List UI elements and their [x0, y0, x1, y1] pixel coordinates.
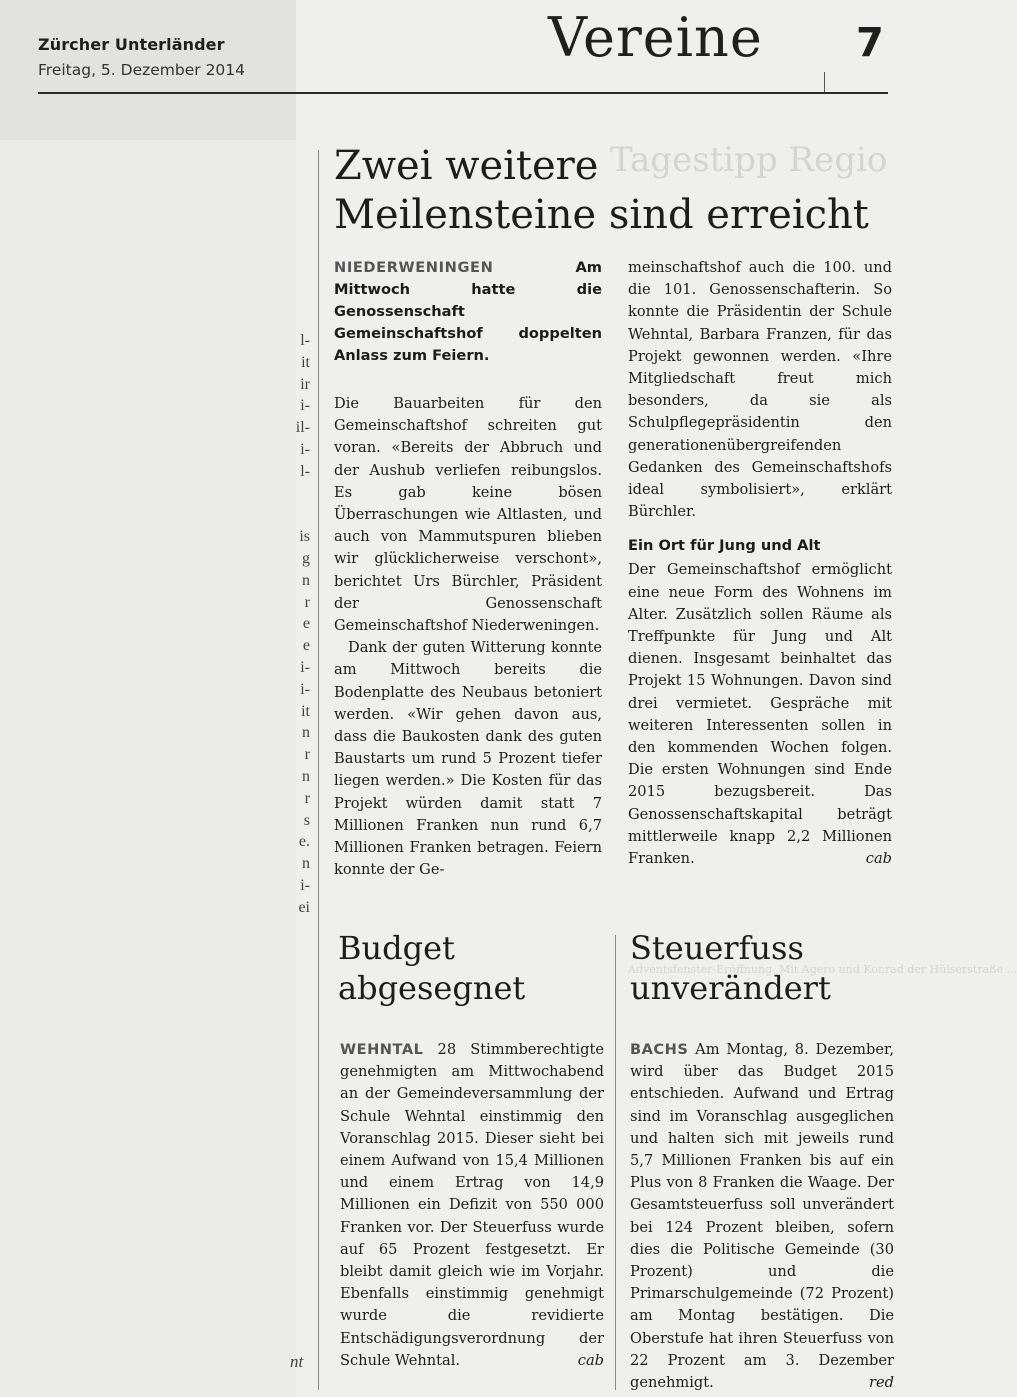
- main-lead: [334, 257, 602, 367]
- budget-headline: [338, 928, 608, 1008]
- publication-name: Zürcher Unterländer: [38, 35, 225, 54]
- budget-text: 28 Stimmberechtigte genehmigten am Mittwochabend an der Gemeindeversammlung der Schule Wehntal einstimmig den Voranschlag 2015. Dieser sieht bei einem Aufwand von 15,4 Millionen und einem Ertrag von 14,9 Millionen ein Defizit von 550 000 Franken vor. Der Steuerfuss wurde auf 65 Prozent festgesetzt. Er bleibt damit gleich wie im Vorjahr. Ebenfalls einstimmig genehmigt wurde die revidierte Entschädigungsverordnung der Schule Wehntal.: [340, 1041, 604, 1369]
- budget-kicker: WEHNTAL: [340, 1041, 424, 1058]
- section-title: Vereine: [548, 6, 763, 69]
- ghost-text-caption: Adventsfenster-Eröffnung. Mit Agero und Konrad der Hülserstraße ...: [628, 963, 1017, 976]
- budget-headline-line-2: abgesegnet: [338, 969, 526, 1007]
- main-paragraph-2-part-1: Dank der guten Witterung konnte am Mittwoch bereits die Bodenplatte des Neubaus betoniert werden. «Wir gehen davon aus, dass die Baukosten dank des guten Baustarts um rund 5 Prozent tiefer liegen werden.» Die Kosten für das Projekt würden damit statt 7 Millionen Franken nun rund 6,7 Millionen Franken betragen. Feiern konnte der Ge-: [334, 639, 602, 879]
- issue-date: Freitag, 5. Dezember 2014: [38, 61, 246, 79]
- page-number: 7: [856, 20, 884, 66]
- main-subhead: Ein Ort für Jung und Alt: [628, 537, 821, 555]
- column-rule-left: [318, 150, 319, 1390]
- scan-left-margin: [0, 0, 296, 1397]
- main-headline-line-1: Zwei weitere: [334, 143, 599, 189]
- steuer-article-body: [630, 1039, 894, 1394]
- masthead-rule: [38, 92, 888, 94]
- main-article-column-1: [334, 257, 602, 879]
- steuer-kicker: BACHS: [630, 1041, 689, 1058]
- main-lead-text: Am Mittwoch hatte die Genossenschaft Gemeinschaftshof doppelten Anlass zum Feiern.: [334, 259, 602, 364]
- ghost-text-top: Tagestipp Regio: [610, 140, 888, 180]
- main-paragraph-1: Die Bauarbeiten für den Gemeinschaftshof schreiten gut voran. «Bereits der Abbruch und der Aushub verliefen reibungslos. Es gab keine bösen Überraschungen wie Altlasten, und auch von Mammutspuren blieben wir glücklicherweise verschont», berichtet Urs Bürchler, Präsident der Genossenschaft Gemeinschaftshof Niederweningen.: [334, 395, 602, 635]
- steuer-headline-line-1: Steuerfuss: [630, 929, 804, 967]
- main-article-column-2: [628, 257, 892, 870]
- cropped-neighbor-fragment: nt: [290, 1352, 304, 1371]
- steuer-headline-line-2: unverändert: [630, 969, 831, 1007]
- main-paragraph-3: Der Gemeinschaftshof ermöglicht eine neue Form des Wohnens im Alter. Zusätzlich sollen Räume als Treffpunkte für Jung und Alt dienen. Insgesamt beinhaltet das Projekt 15 Wohnungen. Davon sind drei vermietet. Gespräche mit weiteren Interessenten sollen in den kommenden Wochen folgen. Die ersten Wohnungen sind Ende 2015 bezugsbereit. Das Genossenschaftskapital beträgt mittlerweile knapp 2,2 Millionen Franken. cab: [628, 559, 892, 870]
- main-paragraph-2-part-2: meinschaftshof auch die 100. und die 101. Genossenschafterin. So konnte die Präsidentin der Schule Wehntal, Barbara Franzen, für das Projekt gewonnen werden. «Ihre Mitgliedschaft freut mich besonders, da sie als Schulpflegepräsidentin den generationenübergreifenden Gedanken des Gemeinschaftshofs ideal symbolisiert», erklärt Bürchler.: [628, 259, 892, 521]
- main-headline-line-2: Meilensteine sind erreicht: [334, 192, 869, 238]
- steuer-signature: red: [869, 1374, 894, 1392]
- steuer-headline: [628, 928, 1017, 1008]
- budget-article-body: [340, 1039, 604, 1372]
- main-headline: [334, 142, 894, 240]
- budget-headline-line-1: Budget: [338, 929, 455, 967]
- cropped-neighbor-column: l- it ir i- il- i- l- is g n r e e i- i- it n r n r s e. n i- ei: [295, 332, 310, 916]
- main-signature: cab: [865, 850, 892, 868]
- main-kicker: NIEDERWENINGEN: [334, 259, 494, 276]
- column-rule-middle: [615, 935, 616, 1390]
- masthead-tick: [824, 72, 825, 92]
- budget-signature: cab: [577, 1351, 604, 1369]
- steuer-text: Am Montag, 8. Dezember, wird über das Budget 2015 entschieden. Aufwand und Ertrag sind im Voranschlag ausgeglichen und halten sich mit jeweils rund 5,7 Millionen Franken bis auf ein Plus von 8 Franken die Waage. Der Gesamtsteuerfuss soll unverändert bei 124 Prozent bleiben, sofern dies die Politische Gemeinde (30 Prozent) und die Primarschulgemeinde (72 Prozent) am Montag bestätigen. Die Oberstufe hat ihren Steuerfuss von 22 Prozent am 3. Dezember genehmigt.: [630, 1041, 894, 1392]
